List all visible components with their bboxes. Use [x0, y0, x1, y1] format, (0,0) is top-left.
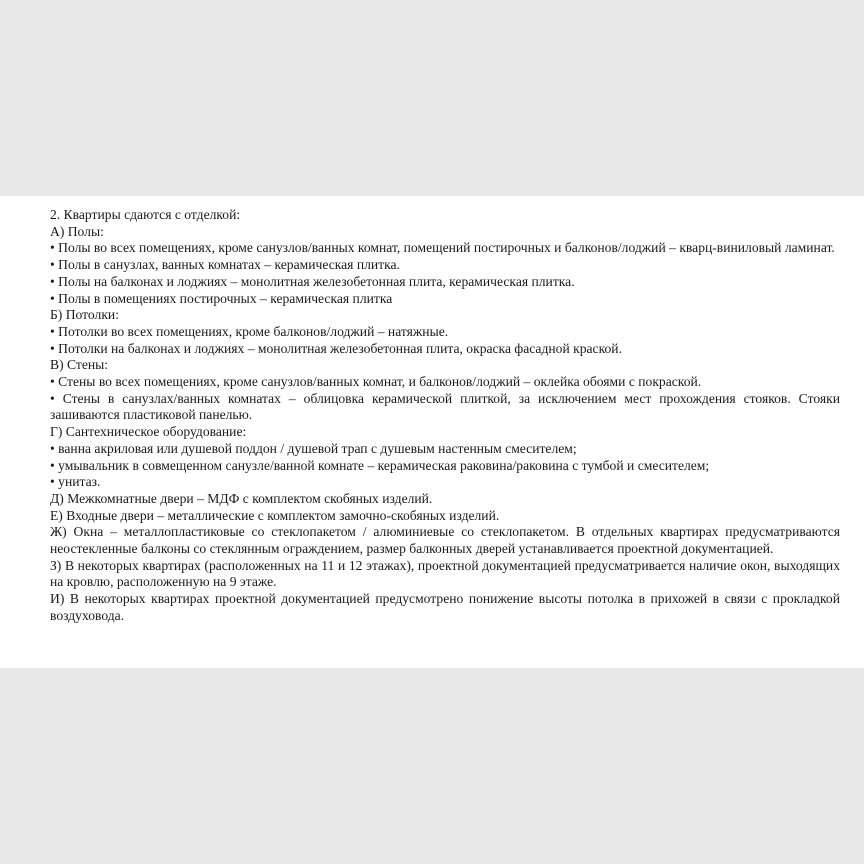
list-item: • Стены во всех помещениях, кроме санузлов/ванных комнат, и балконов/лоджий – оклейка обоями с покраской.	[50, 374, 702, 390]
section-floors: А) Полы:	[50, 223, 104, 239]
list-item: • умывальник в совмещенном санузле/ванной комнате – керамическая раковина/раковина с тумбой и смесителем;	[50, 457, 710, 473]
document-body	[50, 207, 840, 625]
list-item: • ванна акриловая или душевой поддон / душевой трап с душевым настенным смесителем;	[50, 440, 577, 456]
list-item: • Полы в санузлах, ванных комнатах – керамическая плитка.	[50, 257, 400, 273]
section-walls: В) Стены:	[50, 357, 109, 373]
list-item: • Стены в санузлах/ванных комнатах – облицовка керамической плиткой, за исключением мест прохождения стояков. Стояки зашиваются пластиковой панелью.	[50, 390, 840, 423]
section-ceiling-height: И) В некоторых квартирах проектной документацией предусмотрено понижение высоты потолка в прихожей в связи с прокладкой воздуховода.	[50, 591, 840, 623]
document-page	[0, 196, 864, 668]
section-entrance-doors: Е) Входные двери – металлические с комплектом замочно-скобяных изделий.	[50, 507, 500, 523]
list-item: • Полы на балконах и лоджиях – монолитная железобетонная плита, керамическая плитка.	[50, 273, 575, 289]
section-roof-windows: З) В некоторых квартирах (расположенных на 11 и 12 этажах), проектной документацией предусматривается наличие окон, выходящих на кровлю, расположенную на 9 этаже.	[50, 557, 840, 590]
section-windows: Ж) Окна – металлопластиковые со стеклопакетом / алюминиевые со стеклопакетом. В отдельных квартирах предусматриваются неостекленные балконы со стеклянным ограждением, размер балконных дверей устанавливается проектной документацией.	[50, 524, 840, 557]
section-plumbing: Г) Сантехническое оборудование:	[50, 424, 247, 440]
list-item: • унитаз.	[50, 474, 101, 490]
list-item: • Потолки на балконах и лоджиях – монолитная железобетонная плита, окраска фасадной краской.	[50, 340, 622, 356]
list-item: • Полы в помещениях постирочных – керамическая плитка	[50, 290, 393, 306]
list-item: • Потолки во всех помещениях, кроме балконов/лоджий – натяжные.	[50, 323, 449, 339]
section-ceilings: Б) Потолки:	[50, 307, 119, 323]
list-item: • Полы во всех помещениях, кроме санузлов/ванных комнат, помещений постирочных и балконов/лоджий – кварц-виниловый ламинат.	[50, 240, 835, 256]
section-interior-doors: Д) Межкомнатные двери – МДФ с комплектом скобяных изделий.	[50, 490, 433, 506]
paragraph-heading: 2. Квартиры сдаются с отделкой:	[50, 207, 241, 222]
